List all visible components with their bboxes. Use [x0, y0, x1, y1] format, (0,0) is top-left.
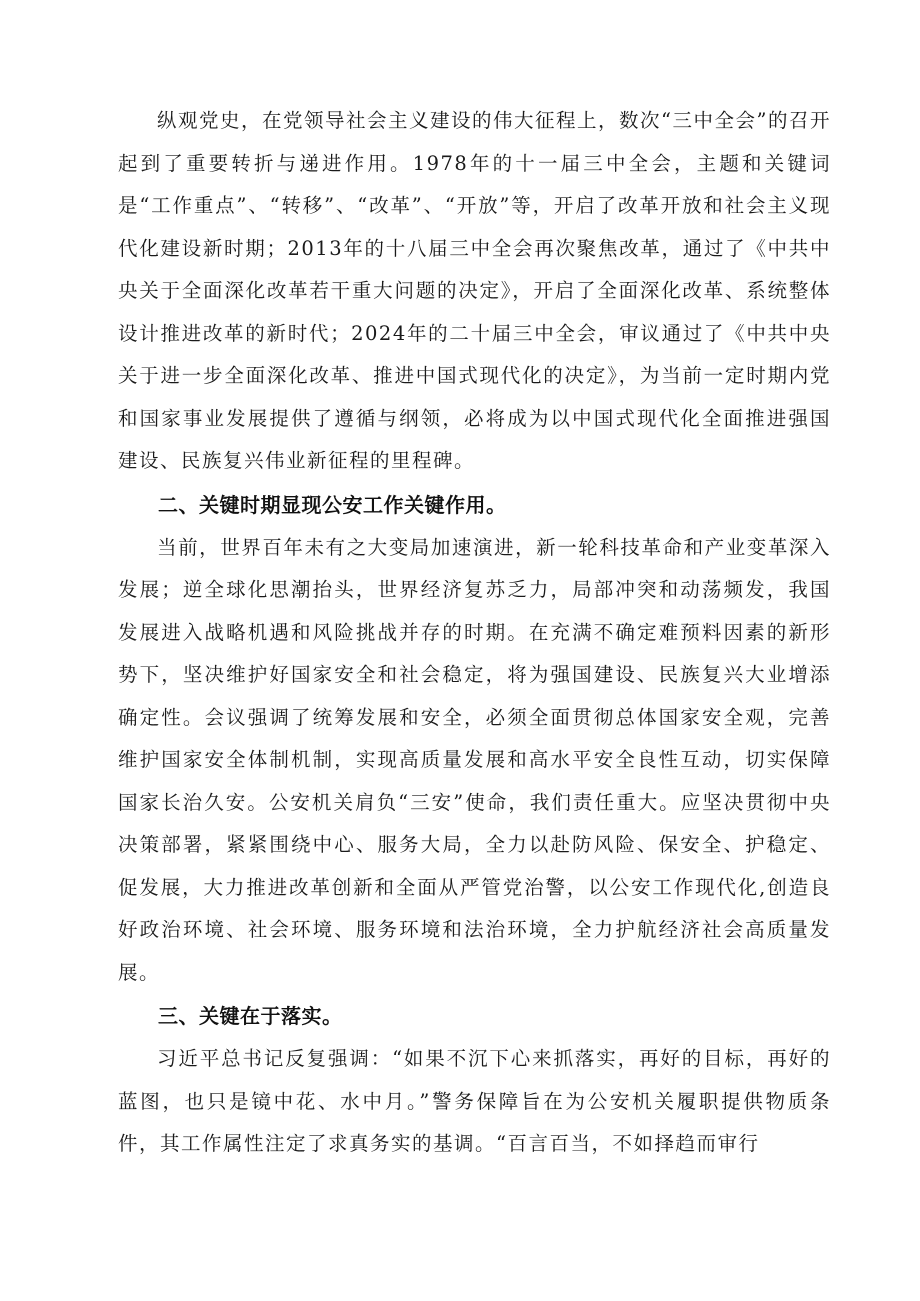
- paragraph-public-security-role: 当前，世界百年未有之大变局加速演进，新一轮科技革命和产业变革深入发展；逆全球化思潮抬头，世界经济复苏乏力，局部冲突和动荡频发，我国发展进入战略机遇和风险挑战并存的时期。在充满不确定难预料因素的新形势下，坚决维护好国家安全和社会稳定，将为强国建设、民族复兴大业增添确定性。会议强调了统筹发展和安全，必须全面贯彻总体国家安全观，完善维护国家安全体制机制，实现高质量发展和高水平安全良性互动，切实保障国家长治久安。公安机关肩负“三安”使命，我们责任重大。应坚决贯彻中央决策部署，紧紧围绕中心、服务大局，全力以赴防风险、保安全、护稳定、促发展，大力推进改革创新和全面从严管党治警，以公安工作现代化,创造良好政治环境、社会环境、服务环境和法治环境，全力护航经济社会高质量发展。: [118, 535, 831, 984]
- paragraph-party-history: 纵观党史，在党领导社会主义建设的伟大征程上，数次“三中全会”的召开起到了重要转折与递进作用。1978年的十一届三中全会，主题和关键词是“工作重点”、“转移”、“改革”、“开放”等，开启了改革开放和社会主义现代化建设新时期；2013年的十八届三中全会再次聚焦改革，通过了《中共中央关于全面深化改革若干重大问题的决定》，开启了全面深化改革、系统整体设计推进改革的新时代；2024年的二十届三中全会，审议通过了《中共中央关于进一步全面深化改革、推进中国式现代化的决定》，为当前一定时期内党和国家事业发展提供了遵循与纲领，必将成为以中国式现代化全面推进强国建设、民族复兴伟业新征程的里程碑。: [118, 109, 831, 472]
- section-heading-3: 三、关键在于落实。: [158, 1004, 343, 1028]
- section-heading-2: 二、关键时期显现公安工作关键作用。: [158, 492, 507, 517]
- document-body: [118, 100, 831, 1166]
- paragraph-implementation: 习近平总书记反复强调：“如果不沉下心来抓落实，再好的目标，再好的蓝图，也只是镜中花、水中月。”警务保障旨在为公安机关履职提供物质条件，其工作属性注定了求真务实的基调。“百言百当，不如择趋而审行: [118, 1047, 831, 1155]
